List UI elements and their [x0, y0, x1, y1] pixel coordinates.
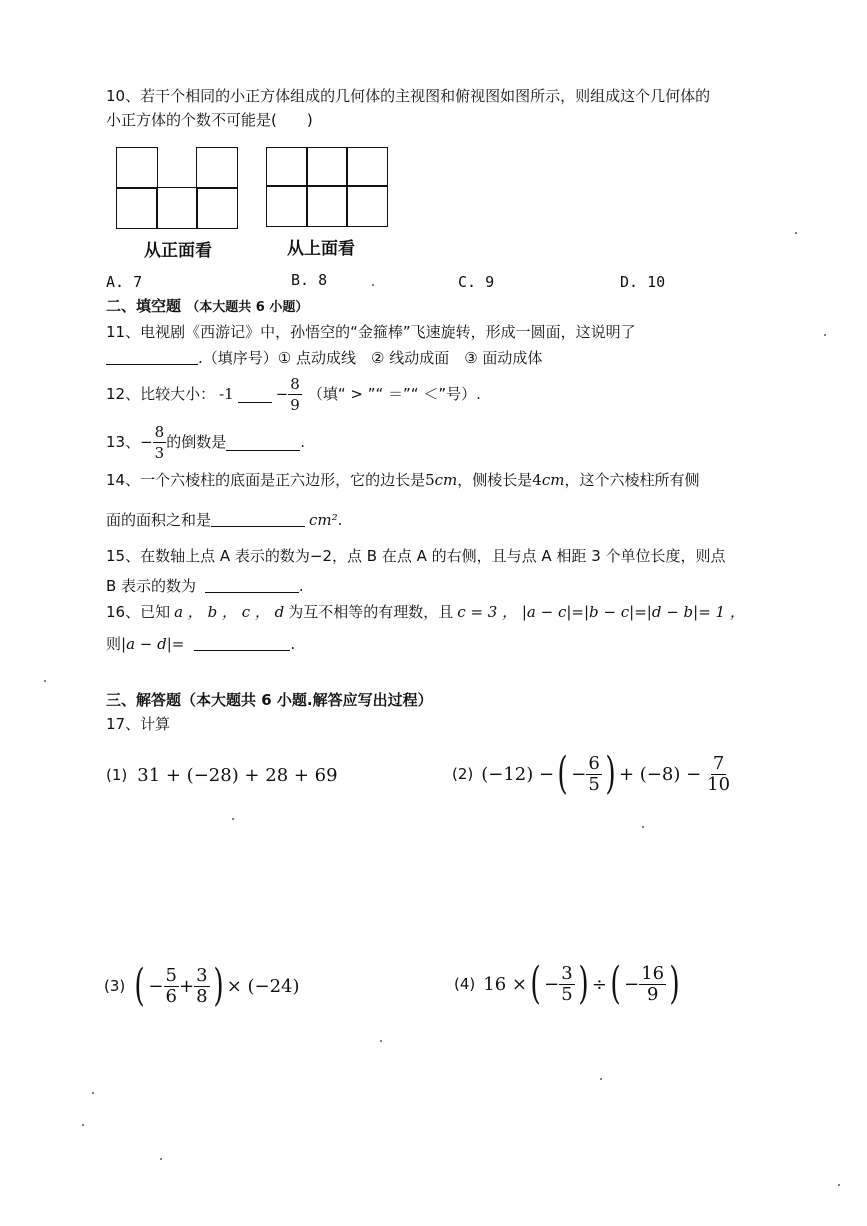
section3-title: 三、解答题（本大题共 6 小题.解答应写出过程）	[106, 691, 433, 709]
q16-text-a: 16、已知	[106, 603, 171, 621]
q15-end: .	[298, 577, 304, 595]
q14-unit3: cm²	[309, 511, 338, 529]
q17-p2-neg: −	[571, 763, 587, 785]
q14-answer-blank[interactable]	[211, 510, 305, 527]
q16-end: .	[290, 635, 296, 653]
q17-part2	[452, 748, 732, 800]
q13-end: .	[300, 433, 306, 451]
scan-speck	[795, 232, 797, 234]
q15-answer-blank[interactable]	[205, 576, 299, 593]
section2-heading	[106, 296, 308, 318]
q14-text-a: 14、一个六棱柱的底面是正六边形，它的边长是	[106, 471, 426, 489]
q17-p3-frac2	[194, 966, 209, 1007]
q12-suffix: （填“ > ”“ ＝”“ ＜”号）.	[307, 385, 481, 403]
q10-option-a: A. 7	[106, 273, 143, 291]
q17-p2-f1-den: 5	[588, 773, 600, 795]
q17-p4-frac2	[639, 964, 666, 1005]
q14-text-c: ，这个六棱柱所有侧	[564, 471, 700, 489]
top-view-figure	[266, 147, 390, 227]
q13	[106, 420, 305, 464]
q17-p4-rparen1: )	[578, 958, 589, 1009]
scan-speck	[600, 1078, 602, 1080]
q12-prefix: 12、比较大小：	[106, 385, 216, 403]
q16-line1	[106, 602, 745, 622]
q15-line1: 15、在数轴上点 A 表示的数为−2，点 B 在点 A 的右侧，且与点 A 相距 3 个单位长度，则点	[106, 547, 726, 565]
q17-p4-f1-den: 5	[561, 983, 573, 1005]
q17-p4-neg1: −	[544, 973, 560, 995]
q11-answer-blank[interactable]	[106, 348, 198, 365]
q17-p2-f2-den: 10	[707, 773, 731, 795]
q13-answer-blank[interactable]	[226, 434, 300, 451]
q17-p4-lparen2: (	[610, 958, 621, 1009]
q16-text-c: 则	[106, 635, 122, 653]
scan-speck	[380, 1040, 382, 1042]
q10-option-c: C. 9	[458, 273, 495, 291]
q17-p4-frac1	[559, 964, 574, 1005]
q11-line2-text: .（填序号）① 点动成线 ② 线动成面 ③ 面动成体	[198, 349, 543, 367]
scan-speck	[232, 818, 234, 820]
q17-p1-label: (1)	[106, 766, 128, 784]
q17-title: 17、计算	[106, 715, 171, 733]
q17-p4-label: (4)	[454, 975, 476, 993]
q17-p3-plus: +	[178, 975, 195, 997]
q12	[106, 372, 481, 416]
q17-p2-a: (−12) −	[481, 763, 555, 785]
q12-frac-num: 8	[290, 374, 300, 393]
q17-p3-f2-den: 8	[196, 985, 208, 1007]
q10-line2: 小正方体的个数不可能是( )	[106, 111, 313, 129]
q14-len2: 4	[532, 471, 542, 489]
q14-text-b: ，侧棱长是	[457, 471, 533, 489]
q16-text-b: 为互不相等的有理数，且	[288, 603, 454, 621]
q17-p3-tail: × (−24)	[226, 975, 300, 997]
q14-text-d: 面的面积之和是	[106, 511, 212, 529]
q14-line2	[106, 510, 342, 530]
q17-part4	[454, 956, 683, 1012]
scan-speck	[642, 826, 644, 828]
q17-p2-frac1	[586, 754, 601, 795]
q17-p2-frac2	[705, 754, 732, 795]
q13-frac-num: 8	[154, 422, 165, 441]
q17-p3-lparen: (	[134, 960, 145, 1011]
q13-fraction	[153, 422, 167, 463]
section2-note: （本大题共 6 小题）	[186, 300, 309, 315]
q14-unit1: cm	[434, 471, 458, 489]
scan-speck	[838, 1184, 840, 1186]
q16-vars: a ， b ， c ， d	[174, 603, 285, 621]
front-view-caption: 从正面看	[144, 241, 212, 261]
section2-title: 二、填空题	[106, 297, 182, 315]
q16-line2	[106, 634, 295, 654]
q14-line1	[106, 470, 699, 490]
q17-p3-rparen: )	[212, 960, 224, 1011]
q17-p3-label: (3)	[104, 977, 126, 995]
q17-p3-frac1	[164, 966, 179, 1007]
q14-len1: 5	[425, 471, 435, 489]
q10-option-d: D. 10	[620, 273, 666, 291]
q17-p4-neg2: −	[624, 973, 640, 995]
q10-line1: 10、若干个相同的小正方体组成的几何体的主视图和俯视图如图所示，则组成这个几何体的	[106, 87, 711, 105]
q12-answer-blank[interactable]	[238, 386, 272, 403]
q13-middle: 的倒数是	[166, 433, 227, 451]
scan-speck	[160, 1158, 162, 1160]
top-view-caption: 从上面看	[287, 239, 355, 259]
q17-p2-f2-num: 7	[712, 752, 725, 774]
scan-speck	[92, 1092, 94, 1094]
q13-neg: −	[140, 433, 153, 451]
q15-text: B 表示的数为	[106, 577, 197, 595]
q17-p2-lparen: (	[557, 748, 568, 799]
q12-fraction	[288, 374, 302, 415]
q14-unit2: cm	[541, 471, 565, 489]
q12-frac-den: 9	[290, 395, 300, 414]
q17-p3-f2-num: 3	[196, 964, 208, 986]
q16-answer-blank[interactable]	[194, 634, 290, 651]
q11-line2	[106, 348, 542, 368]
q17-part3	[104, 958, 300, 1014]
q17-p3-f1-num: 5	[165, 964, 177, 986]
q16-condition: c = 3 ， |a − c|=|b − c|=|d − b|= 1 ，	[457, 603, 745, 621]
q17-p4-rparen2: )	[669, 958, 680, 1009]
q17-p1-expr: 31 + (−28) + 28 + 69	[137, 764, 338, 786]
q13-prefix: 13、	[106, 433, 141, 451]
q13-frac-den: 3	[154, 443, 165, 462]
q10-option-b: B. 8	[291, 271, 328, 289]
front-view-figure	[116, 147, 240, 229]
scan-speck	[824, 334, 826, 336]
q17-p2-b: + (−8) −	[618, 763, 702, 785]
q17-p3-f1-den: 6	[165, 985, 177, 1007]
q12-neg: −	[275, 385, 289, 403]
q17-p2-rparen: )	[605, 748, 616, 799]
q17-p4-lparen1: (	[530, 958, 541, 1009]
q17-p2-label: (2)	[452, 765, 474, 783]
q17-p4-f2-num: 16	[641, 962, 665, 984]
q17-p3-neg: −	[148, 975, 164, 997]
q11-line1: 11、电视剧《西游记》中，孙悟空的“金箍棒”飞速旋转，形成一圆面，这说明了	[106, 323, 636, 341]
scan-speck	[44, 680, 46, 682]
q16-abs: |a − d|=	[121, 635, 185, 653]
q15-line2	[106, 576, 304, 596]
q17-p4-div: ÷	[591, 973, 607, 995]
scan-speck	[372, 284, 374, 286]
q17-p2-f1-num: 6	[588, 752, 600, 774]
q12-left: -1	[219, 385, 234, 403]
scan-speck	[82, 1124, 84, 1126]
q17-p4-f2-den: 9	[646, 983, 659, 1005]
q17-p4-f1-num: 3	[561, 962, 573, 984]
q14-end: .	[337, 511, 343, 529]
q17-p4-a: 16 ×	[483, 973, 527, 995]
q17-part1	[106, 762, 338, 788]
